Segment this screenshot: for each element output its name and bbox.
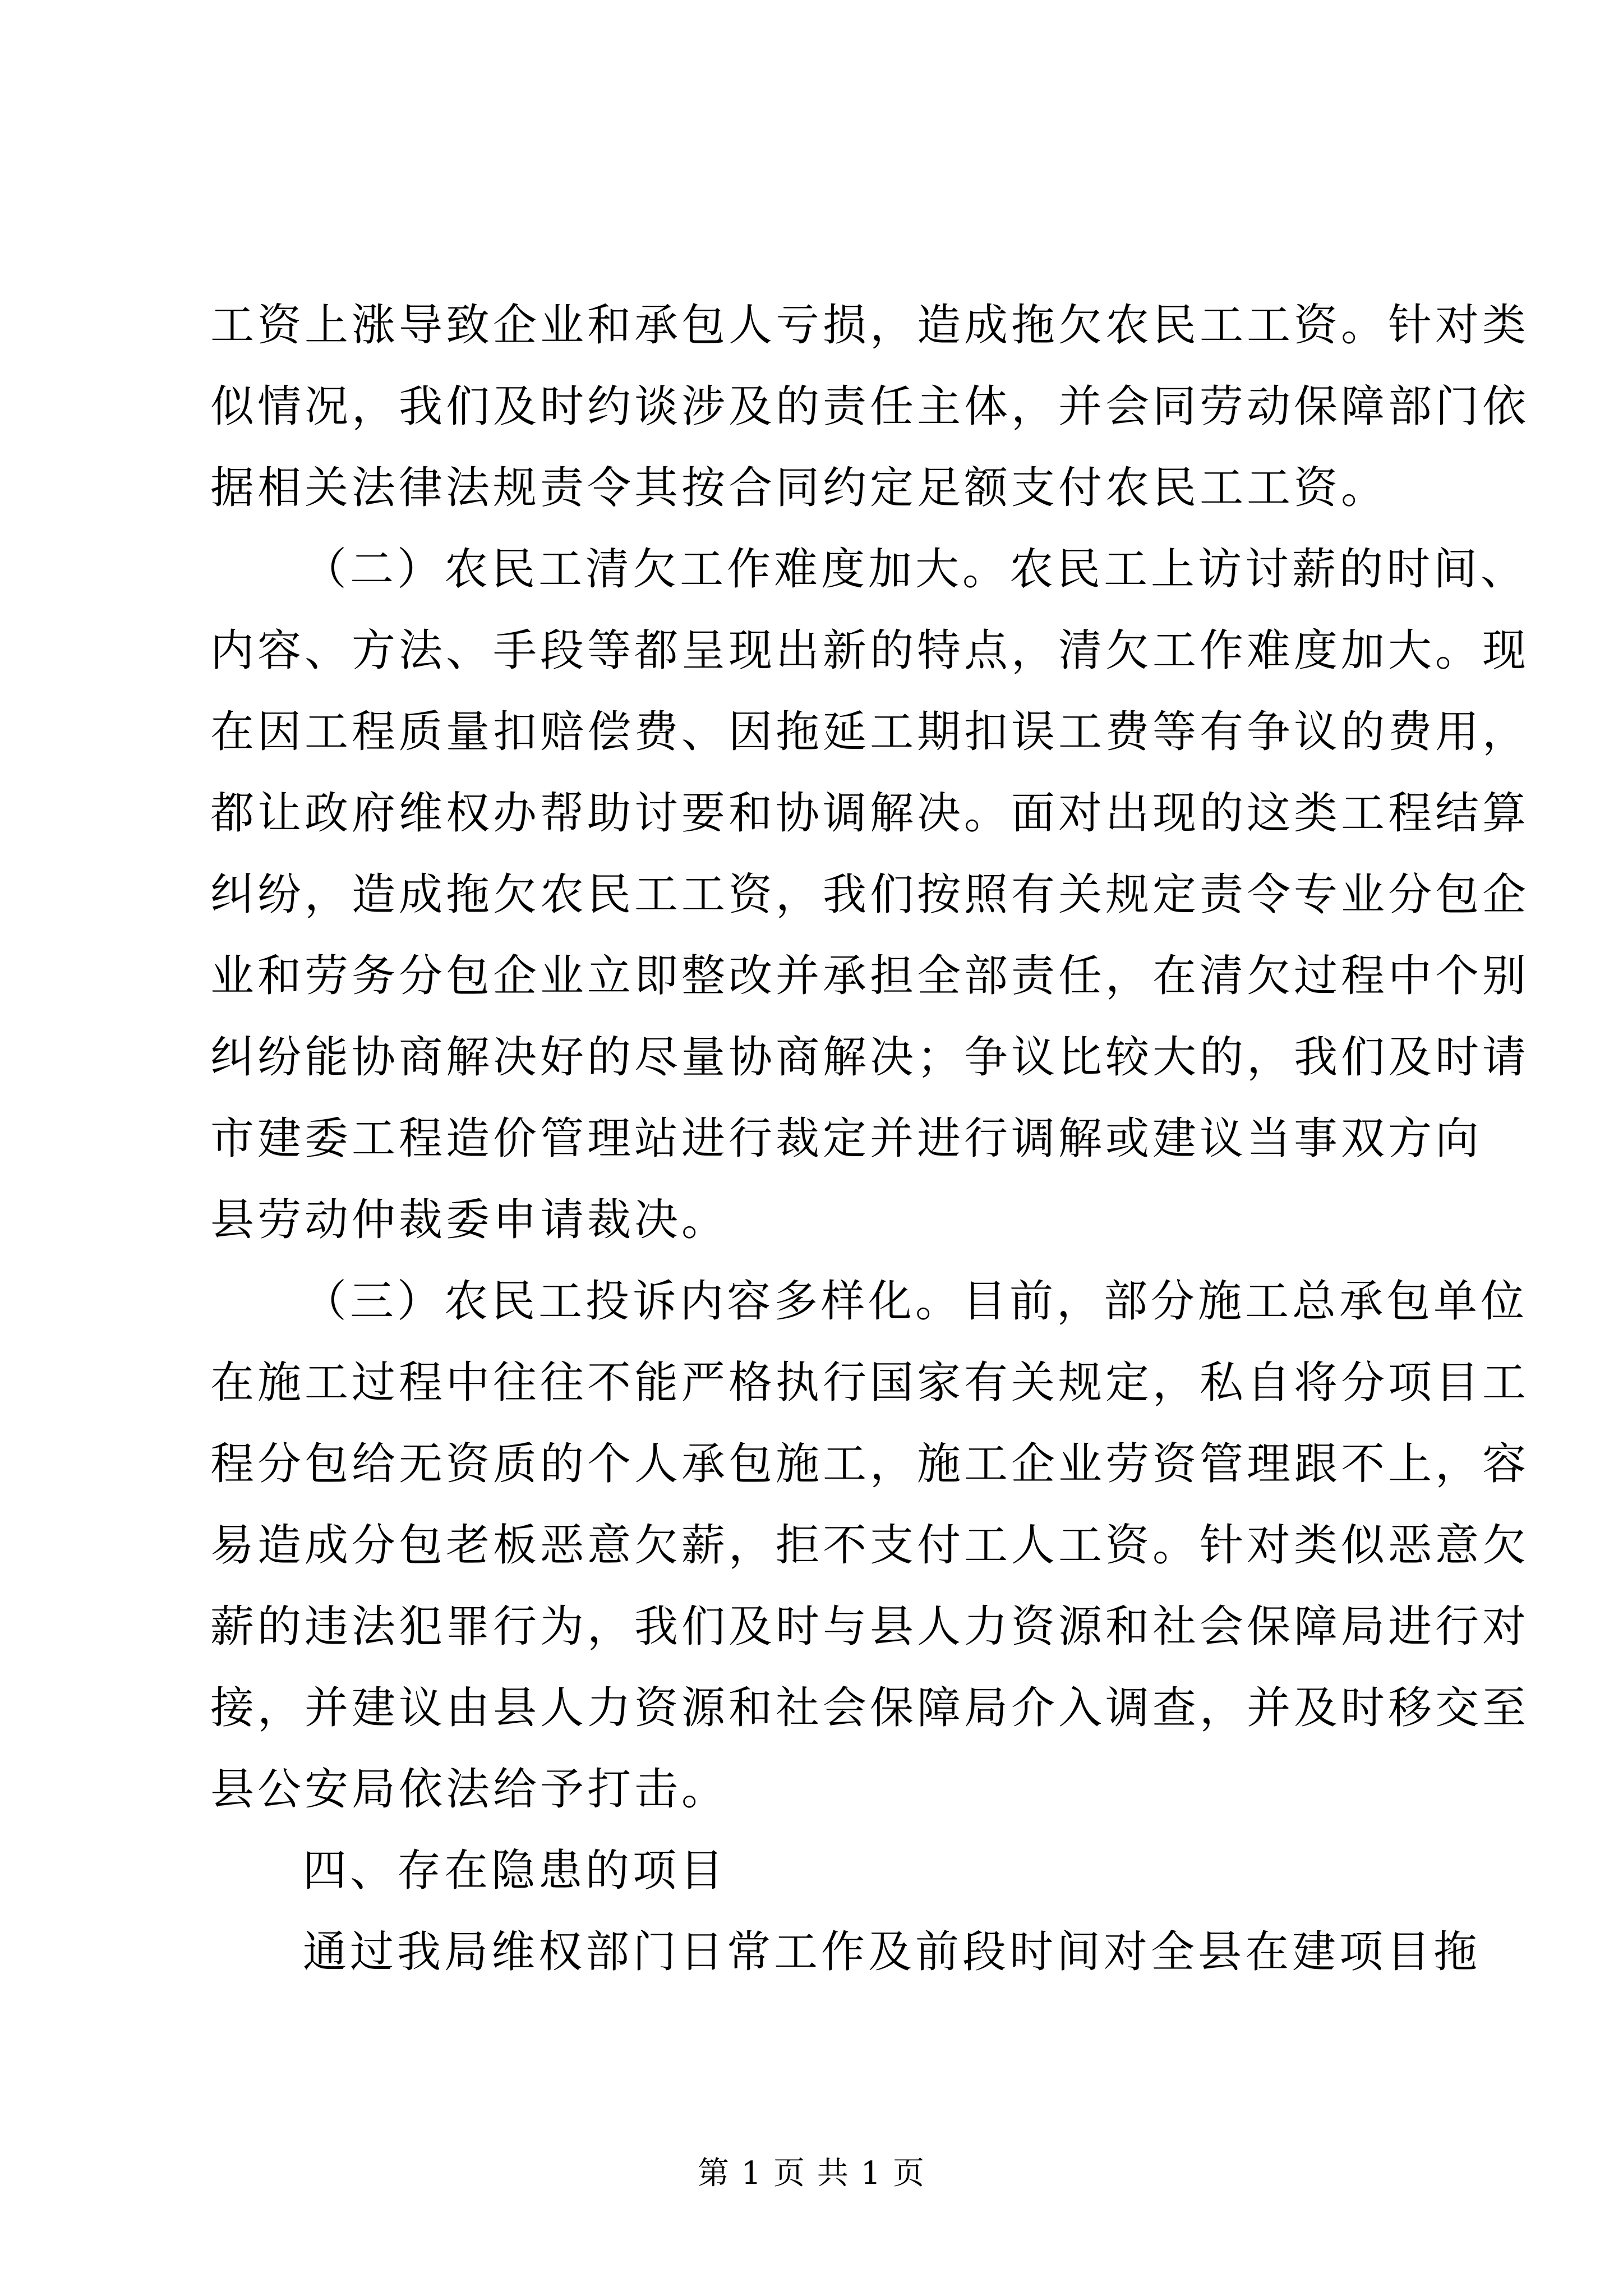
page-footer: 第 1 页 共 1 页 <box>697 2155 926 2192</box>
text-line-8: 纠纷，造成拖欠农民工工资，我们按照有关规定责令专业分包企 <box>210 869 1530 920</box>
text-line-10: 纠纷能协商解决好的尽量协商解决；争议比较大的，我们及时请 <box>210 1032 1530 1083</box>
text-line-4: （二）农民工清欠工作难度加大。农民工上访讨薪的时间、 <box>303 544 1528 595</box>
text-line-19: 县公安局依法给予打击。 <box>210 1764 729 1815</box>
text-line-9: 业和劳务分包企业立即整改并承担全部责任，在清欠过程中个别 <box>210 951 1530 1001</box>
text-line-17: 薪的违法犯罪行为，我们及时与县人力资源和社会保障局进行对 <box>210 1602 1530 1652</box>
text-line-6: 在因工程质量扣赔偿费、因拖延工期扣误工费等有争议的费用， <box>210 707 1530 757</box>
section-heading: 四、存在隐患的项目 <box>303 1846 727 1896</box>
text-line-21: 通过我局维权部门日常工作及前段时间对全县在建项目拖 <box>303 1927 1481 1977</box>
text-line-5: 内容、方法、手段等都呈现出新的特点，清欠工作难度加大。现 <box>210 625 1530 676</box>
text-line-14: 在施工过程中往往不能严格执行国家有关规定，私自将分项目工 <box>210 1358 1530 1408</box>
text-line-7: 都让政府维权办帮助讨要和协调解决。面对出现的这类工程结算 <box>210 788 1530 839</box>
text-line-16: 易造成分包老板恶意欠薪，拒不支付工人工资。针对类似恶意欠 <box>210 1520 1530 1571</box>
text-line-15: 程分包给无资质的个人承包施工，施工企业劳资管理跟不上，容 <box>210 1439 1530 1489</box>
text-line-2: 似情况，我们及时约谈涉及的责任主体，并会同劳动保障部门依 <box>210 381 1530 432</box>
text-line-18: 接，并建议由县人力资源和社会保障局介入调查，并及时移交至 <box>210 1683 1530 1733</box>
text-line-12: 县劳动仲裁委申请裁决。 <box>210 1195 729 1245</box>
text-line-13: （三）农民工投诉内容多样化。目前，部分施工总承包单位 <box>303 1276 1528 1327</box>
text-line-11: 市建委工程造价管理站进行裁定并进行调解或建议当事双方向 <box>210 1114 1483 1164</box>
text-line-1: 工资上涨导致企业和承包人亏损，造成拖欠农民工工资。针对类 <box>210 300 1530 351</box>
text-line-3: 据相关法律法规责令其按合同约定足额支付农民工工资。 <box>210 463 1389 513</box>
